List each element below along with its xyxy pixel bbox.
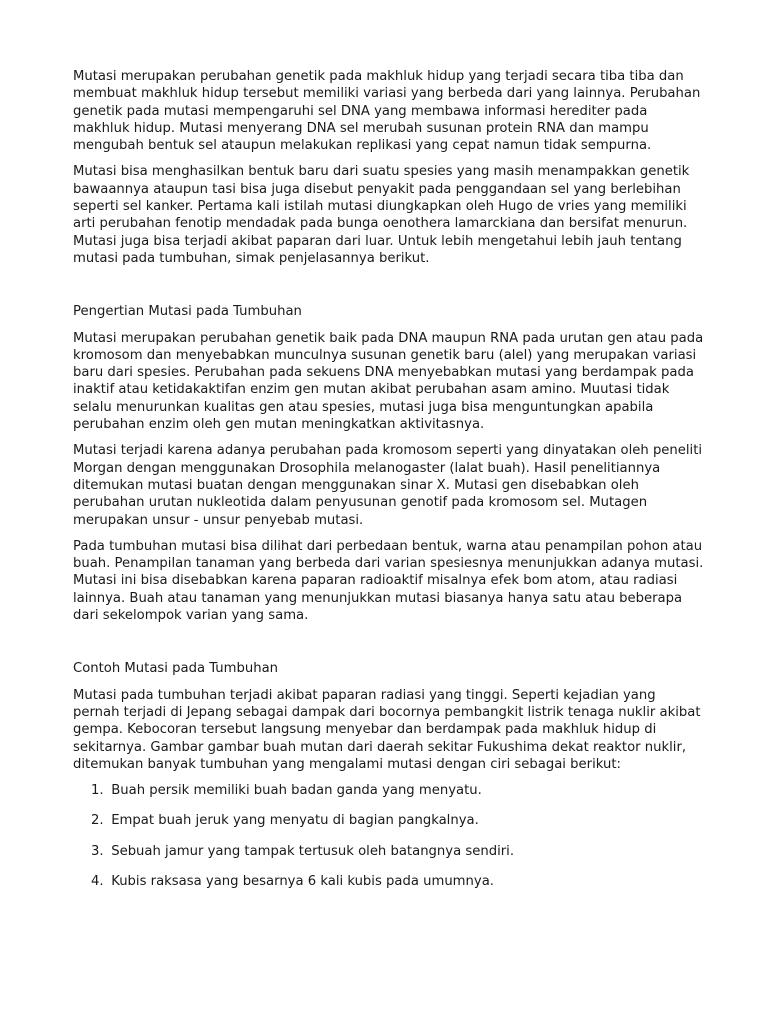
intro-paragraph-1: Mutasi merupakan perubahan genetik pada makhluk hidup yang terjadi secara tiba tiba dan membuat makhluk hidup tersebut memiliki variasi yang berbeda dari yang lainnya. Perubahan genetik pada mutasi mempengaruhi sel DNA yang membawa informasi herediter pada makhluk hidup. Mutasi menyerang DNA sel merubah susunan protein RNA dan mampu mengubah bentuk sel ataupun melakukan replikasi yang cepat namun tidak sempurna.	[73, 69, 701, 154]
list-item-number: 1.	[91, 783, 104, 799]
list-item	[91, 812, 705, 829]
list-item-text: Buah persik memiliki buah badan ganda yang menyatu.	[111, 783, 482, 799]
section1-paragraph-2: Mutasi terjadi karena adanya perubahan pada kromosom seperti yang dinyatakan oleh peneliti Morgan dengan menggunakan Drosophila melanogaster (lalat buah). Hasil penelitiannya ditemukan mutasi buatan dengan menggunakan sinar X. Mutasi gen disebabkan oleh perubahan urutan nukleotida dalam penyusunan genotif pada kromosom sel. Mutagen merupakan unsur - unsur penyebab mutasi.	[73, 443, 703, 528]
mutation-examples-list	[73, 782, 705, 890]
section1-paragraph-3: Pada tumbuhan mutasi bisa dilihat dari perbedaan bentuk, warna atau penampilan pohon atau buah. Penampilan tanaman yang berbeda dari varian spesiesnya menunjukkan adanya mutasi. Mutasi ini bisa disebabkan karena paparan radioaktif misalnya efek bom atom, atau radiasi lainnya. Buah atau tanaman yang menunjukkan mutasi biasanya hanya satu atau beberapa dari sekelompok varian yang sama.	[73, 538, 704, 624]
section2-paragraph: Mutasi pada tumbuhan terjadi akibat paparan radiasi yang tinggi. Seperti kejadian yang pernah terjadi di Jepang sebagai dampak dari bocornya pembangkit listrik tenaga nuklir akibat gempa. Kebocoran tersebut langsung menyebar dan berdampak pada makhluk hidup di sekitarnya. Gambar gambar buah mutan dari daerah sekitar Fukushima dekat reaktor nuklir, ditemukan banyak tumbuhan yang mengalami mutasi dengan ciri sebagai berikut:	[73, 687, 701, 772]
list-item-number: 4.	[91, 873, 104, 889]
list-item-number: 2.	[91, 813, 104, 829]
list-item	[91, 782, 705, 799]
section-heading-contoh: Contoh Mutasi pada Tumbuhan	[73, 661, 279, 677]
intro-paragraph-2: Mutasi bisa menghasilkan bentuk baru dari suatu spesies yang masih menampakkan genetik bawaannya ataupun tasi bisa juga disebut penyakit pada penggandaan sel yang berlebihan seperti sel kanker. Pertama kali istilah mutasi diungkapkan oleh Hugo de vries yang memiliki arti perubahan fenotip mendadak pada bunga oenothera lamarckiana dan bersifat menurun. Mutasi juga bisa terjadi akibat paparan dari luar. Untuk lebih mengetahui lebih jauh tentang mutasi pada tumbuhan, simak penjelasannya berikut.	[73, 164, 690, 266]
list-item-text: Sebuah jamur yang tampak tertusuk oleh batangnya sendiri.	[111, 843, 515, 859]
list-item	[91, 843, 705, 860]
list-item-text: Kubis raksasa yang besarnya 6 kali kubis pada umumnya.	[111, 873, 494, 889]
section1-paragraph-1: Mutasi merupakan perubahan genetik baik pada DNA maupun RNA pada urutan gen atau pada kromosom dan menyebabkan munculnya susunan genetik baru (alel) yang merupakan variasi baru dari spesies. Perubahan pada sekuens DNA menyebabkan mutasi yang berdampak pada inaktif atau ketidakaktifan enzim gen mutan akibat perubahan asam amino. Muutasi tidak selalu menurunkan kualitas gen atau spesies, mutasi juga bisa menguntungkan apabila perubahan enzim oleh gen mutan meningkatkan aktivitasnya.	[73, 330, 704, 433]
list-item-number: 3.	[91, 843, 104, 859]
list-item-text: Empat buah jeruk yang menyatu di bagian pangkalnya.	[111, 813, 479, 829]
section-heading-pengertian: Pengertian Mutasi pada Tumbuhan	[73, 304, 302, 320]
list-item	[91, 873, 705, 890]
document-page	[73, 68, 705, 903]
